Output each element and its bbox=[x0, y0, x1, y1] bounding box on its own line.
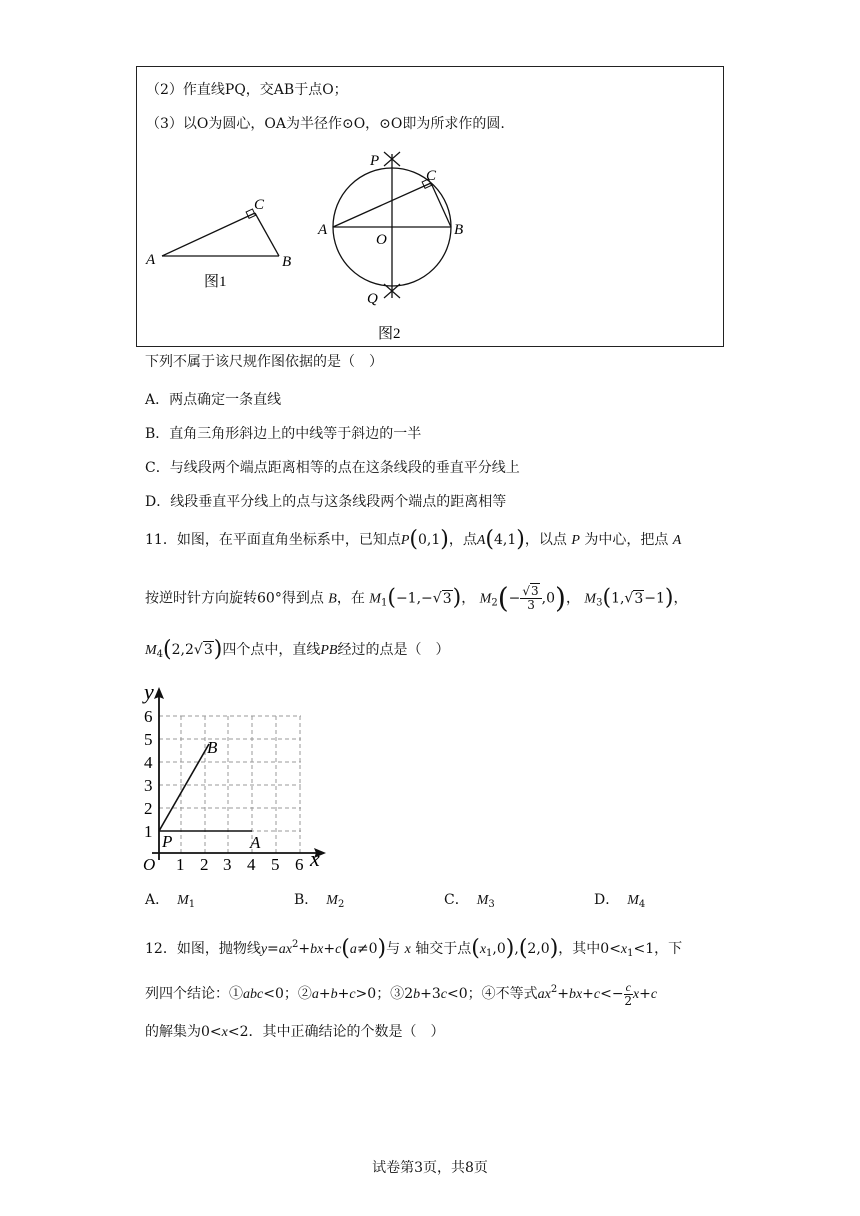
q11-line-2: 按逆时针方向旋转60°得到点 B，在 $M_1(-1,-√3)$， $M_2(-$ $\frac{√3}{3}$ ,0)， $M_3(1,√3-1)$， bbox=[145, 581, 688, 615]
fig2-label-b: B bbox=[454, 222, 464, 238]
fig2-chord-ac bbox=[333, 183, 431, 227]
fig1-label-a: A bbox=[146, 252, 156, 268]
page-footer: 试卷第3页，共8页 bbox=[372, 1160, 488, 1176]
q10-option-b: B．直角三角形斜边上的中线等于斜边的一半 bbox=[145, 426, 422, 442]
y-tick-6: 6 bbox=[144, 707, 153, 726]
grid bbox=[159, 716, 301, 853]
q12-line-1: 12．如图，抛物线$y=ax^2+bx+c(a\ne 0)$与 x 轴交于点$(x_1,0),(2,0)$，其中$0<x_1<1$，下 bbox=[145, 936, 683, 961]
fig1-side-ac bbox=[162, 213, 255, 256]
y-tick-2: 2 bbox=[144, 799, 153, 818]
point-p-label: P bbox=[162, 832, 173, 851]
fig1-label-c: C bbox=[254, 197, 265, 213]
q11-option-a: A． $M_1$ bbox=[145, 892, 196, 910]
figure-1 bbox=[140, 185, 310, 295]
x-tick-5: 5 bbox=[271, 855, 280, 870]
q10-option-c: C．与线段两个端点距离相等的点在这条线段的垂直平分线上 bbox=[145, 460, 520, 476]
y-axis-label: y bbox=[144, 679, 154, 704]
x-axis-label: x bbox=[310, 846, 320, 870]
step-2-text: （2）作直线PQ，交AB于点O； bbox=[146, 82, 348, 98]
fig2-caption: 图2 bbox=[378, 326, 401, 342]
x-tick-3: 3 bbox=[223, 855, 232, 870]
fig2-label-q: Q bbox=[367, 291, 378, 307]
origin-label: O bbox=[143, 855, 156, 870]
q11-option-c: C． $M_3$ bbox=[444, 892, 495, 910]
q12-line-2: 列四个结论：①abc<0；②a+b+c>0；③2b+3c<0；④不等式$ax^2+bx+c<-$ $\frac{c}{2}$ x+c bbox=[145, 979, 658, 1008]
point-a-label: A bbox=[250, 833, 261, 852]
fig1-caption: 图1 bbox=[204, 274, 227, 290]
fig2-label-p: P bbox=[370, 153, 380, 169]
fig2-label-a: A bbox=[318, 222, 328, 238]
x-tick-2: 2 bbox=[200, 855, 209, 870]
x-tick-4: 4 bbox=[247, 855, 256, 870]
figure-2 bbox=[312, 148, 492, 344]
q11-option-b: B． $M_2$ bbox=[294, 892, 345, 910]
q11-line-1: 11．如图，在平面直角坐标系中，已知点P(0,1)，点A(4,1)，以点 P 为中心，把点 A bbox=[145, 527, 682, 552]
point-b-label: B bbox=[207, 738, 218, 757]
q10-stem: 下列不属于该尺规作图依据的是（ ） bbox=[145, 354, 383, 370]
x-tick-6: 6 bbox=[295, 855, 304, 870]
q11-option-d: D． $M_4$ bbox=[594, 892, 646, 910]
y-tick-3: 3 bbox=[144, 776, 153, 795]
fig1-label-b: B bbox=[282, 254, 292, 270]
fig1-side-cb bbox=[255, 213, 279, 256]
segment-pb bbox=[159, 744, 209, 831]
q10-option-d: D．线段垂直平分线上的点与这条线段两个端点的距离相等 bbox=[145, 494, 507, 510]
y-tick-4: 4 bbox=[144, 753, 153, 772]
step-3-text: （3）以O为圆心，OA为半径作⊙O，⊙O即为所求作的圆. bbox=[146, 116, 505, 132]
fig2-chord-cb bbox=[431, 183, 451, 227]
y-tick-5: 5 bbox=[144, 730, 153, 749]
q11-line-3: $M_4(2,2√3)$四个点中，直线PB经过的点是（ ） bbox=[145, 637, 450, 662]
fig2-label-c: C bbox=[426, 168, 437, 184]
q10-option-a: A．两点确定一条直线 bbox=[145, 392, 282, 408]
q11-coordinate-graph bbox=[140, 678, 340, 870]
q12-line-3: 的解集为0<x<2．其中正确结论的个数是（ ） bbox=[145, 1024, 445, 1040]
fig2-label-o: O bbox=[376, 232, 387, 248]
x-tick-1: 1 bbox=[176, 855, 185, 870]
y-tick-1: 1 bbox=[144, 822, 153, 841]
